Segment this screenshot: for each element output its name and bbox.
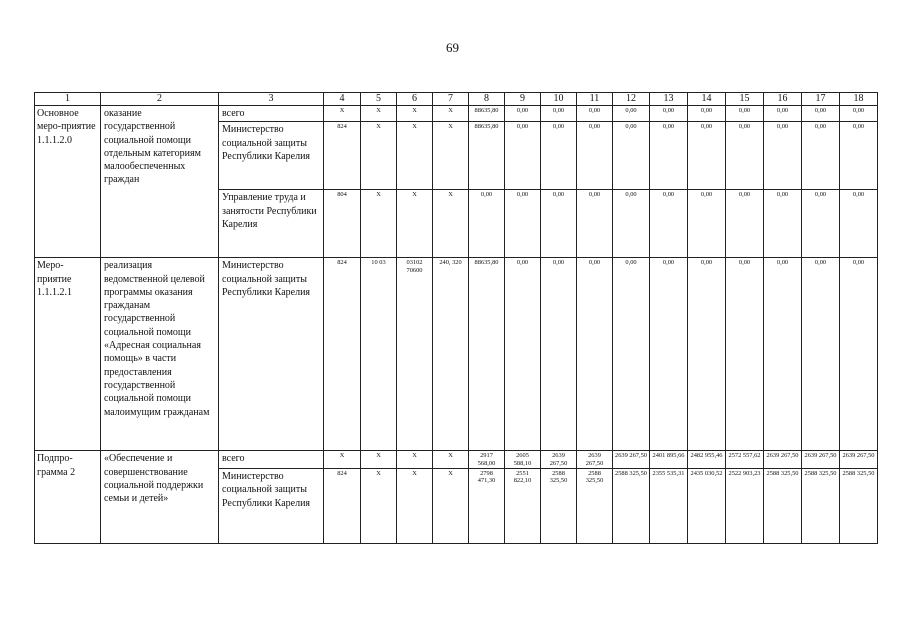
value-cell-col-7: X bbox=[433, 106, 469, 122]
value-cell-col-9: 0,00 bbox=[505, 190, 541, 258]
value-cell-col-10: 0,00 bbox=[541, 106, 577, 122]
measure-name-cell: «Обеспечение и совершенствование социальной поддержки семьи и детей» bbox=[101, 451, 219, 544]
value-cell-col-18: 0,00 bbox=[840, 190, 878, 258]
value-cell-col-6: X bbox=[397, 122, 433, 190]
value-cell-col-4: 824 bbox=[324, 469, 361, 544]
value-cell-col-13: 0,00 bbox=[650, 258, 688, 451]
value-cell-col-7: X bbox=[433, 451, 469, 469]
measure-code-cell: Подпро-грамма 2 bbox=[35, 451, 101, 544]
value-cell-col-7: X bbox=[433, 469, 469, 544]
measure-name-cell: реализация ведомственной целевой программы оказания гражданам государственной социальной помощи «Адресная социальная помощь» в части предоставления государственной социальной помощи малоимущим гражданам bbox=[101, 258, 219, 451]
value-cell-col-8: 0,00 bbox=[469, 190, 505, 258]
header-cell-3: 3 bbox=[219, 93, 324, 106]
value-cell-col-16: 0,00 bbox=[764, 122, 802, 190]
value-cell-col-9: 2551 822,10 bbox=[505, 469, 541, 544]
value-cell-col-16: 2588 325,50 bbox=[764, 469, 802, 544]
value-cell-col-12: 2639 267,50 bbox=[613, 451, 650, 469]
value-cell-col-17: 0,00 bbox=[802, 258, 840, 451]
value-cell-col-15: 0,00 bbox=[726, 258, 764, 451]
value-cell-col-6: X bbox=[397, 469, 433, 544]
value-cell-col-7: 240, 320 bbox=[433, 258, 469, 451]
value-cell-col-17: 0,00 bbox=[802, 106, 840, 122]
value-cell-col-9: 0,00 bbox=[505, 122, 541, 190]
executor-cell: Министерство социальной защиты Республики Карелия bbox=[219, 258, 324, 451]
value-cell-col-5: 10 03 bbox=[361, 258, 397, 451]
value-cell-col-15: 2522 903,23 bbox=[726, 469, 764, 544]
value-cell-col-8: 88635,80 bbox=[469, 106, 505, 122]
header-cell-9: 9 bbox=[505, 93, 541, 106]
value-cell-col-18: 2588 325,50 bbox=[840, 469, 878, 544]
header-cell-2: 2 bbox=[101, 93, 219, 106]
value-cell-col-6: X bbox=[397, 190, 433, 258]
header-cell-16: 16 bbox=[764, 93, 802, 106]
value-cell-col-16: 0,00 bbox=[764, 106, 802, 122]
value-cell-col-11: 2639 267,50 bbox=[577, 451, 613, 469]
value-cell-col-8: 2917 568,00 bbox=[469, 451, 505, 469]
value-cell-col-8: 88635,80 bbox=[469, 122, 505, 190]
value-cell-col-7: X bbox=[433, 122, 469, 190]
value-cell-col-15: 0,00 bbox=[726, 190, 764, 258]
value-cell-col-6: X bbox=[397, 451, 433, 469]
measure-code-cell: Основное меро-приятие 1.1.1.2.0 bbox=[35, 106, 101, 258]
value-cell-col-16: 0,00 bbox=[764, 258, 802, 451]
table-row bbox=[35, 258, 878, 451]
value-cell-col-10: 2588 325,50 bbox=[541, 469, 577, 544]
value-cell-col-11: 0,00 bbox=[577, 122, 613, 190]
value-cell-col-10: 0,00 bbox=[541, 122, 577, 190]
value-cell-col-5: X bbox=[361, 122, 397, 190]
value-cell-col-16: 0,00 bbox=[764, 190, 802, 258]
measure-code-cell: Меро-приятие 1.1.1.2.1 bbox=[35, 258, 101, 451]
value-cell-col-9: 0,00 bbox=[505, 258, 541, 451]
value-cell-col-12: 0,00 bbox=[613, 258, 650, 451]
page-number: 69 bbox=[446, 40, 459, 55]
executor-cell: всего bbox=[219, 451, 324, 469]
value-cell-col-17: 0,00 bbox=[802, 122, 840, 190]
value-cell-col-14: 2435 030,52 bbox=[688, 469, 726, 544]
value-cell-col-18: 0,00 bbox=[840, 258, 878, 451]
value-cell-col-4: X bbox=[324, 451, 361, 469]
value-cell-col-14: 0,00 bbox=[688, 106, 726, 122]
executor-cell: всего bbox=[219, 106, 324, 122]
value-cell-col-17: 2588 325,50 bbox=[802, 469, 840, 544]
value-cell-col-14: 0,00 bbox=[688, 122, 726, 190]
value-cell-col-11: 0,00 bbox=[577, 190, 613, 258]
header-cell-7: 7 bbox=[433, 93, 469, 106]
budget-table bbox=[34, 92, 878, 544]
value-cell-col-5: X bbox=[361, 469, 397, 544]
value-cell-col-18: 0,00 bbox=[840, 122, 878, 190]
value-cell-col-11: 0,00 bbox=[577, 106, 613, 122]
measure-name-cell: оказание государственной социальной помощи отдельным категориям малообеспеченных граждан bbox=[101, 106, 219, 258]
header-cell-1: 1 bbox=[35, 93, 101, 106]
value-cell-col-8: 88635,80 bbox=[469, 258, 505, 451]
value-cell-col-11: 2588 325,50 bbox=[577, 469, 613, 544]
value-cell-col-15: 0,00 bbox=[726, 106, 764, 122]
header-row bbox=[35, 93, 878, 106]
value-cell-col-14: 0,00 bbox=[688, 258, 726, 451]
header-cell-17: 17 bbox=[802, 93, 840, 106]
value-cell-col-10: 2639 267,50 bbox=[541, 451, 577, 469]
executor-cell: Управление труда и занятости Республики Карелия bbox=[219, 190, 324, 258]
value-cell-col-12: 0,00 bbox=[613, 190, 650, 258]
value-cell-col-6: 03102 70600 bbox=[397, 258, 433, 451]
value-cell-col-13: 0,00 bbox=[650, 106, 688, 122]
header-cell-8: 8 bbox=[469, 93, 505, 106]
value-cell-col-13: 0,00 bbox=[650, 122, 688, 190]
value-cell-col-9: 2605 588,10 bbox=[505, 451, 541, 469]
executor-cell: Министерство социальной защиты Республики Карелия bbox=[219, 469, 324, 544]
value-cell-col-13: 2355 535,31 bbox=[650, 469, 688, 544]
header-cell-11: 11 bbox=[577, 93, 613, 106]
value-cell-col-5: X bbox=[361, 451, 397, 469]
value-cell-col-14: 2482 955,46 bbox=[688, 451, 726, 469]
value-cell-col-18: 2639 267,50 bbox=[840, 451, 878, 469]
executor-cell: Министерство социальной защиты Республики Карелия bbox=[219, 122, 324, 190]
header-cell-4: 4 bbox=[324, 93, 361, 106]
value-cell-col-7: X bbox=[433, 190, 469, 258]
value-cell-col-10: 0,00 bbox=[541, 258, 577, 451]
value-cell-col-12: 2588 325,50 bbox=[613, 469, 650, 544]
header-cell-6: 6 bbox=[397, 93, 433, 106]
value-cell-col-13: 2401 895,66 bbox=[650, 451, 688, 469]
value-cell-col-16: 2639 267,50 bbox=[764, 451, 802, 469]
value-cell-col-8: 2798 471,30 bbox=[469, 469, 505, 544]
value-cell-col-13: 0,00 bbox=[650, 190, 688, 258]
value-cell-col-6: X bbox=[397, 106, 433, 122]
value-cell-col-4: 824 bbox=[324, 258, 361, 451]
value-cell-col-18: 0,00 bbox=[840, 106, 878, 122]
value-cell-col-4: 824 bbox=[324, 122, 361, 190]
value-cell-col-17: 2639 267,50 bbox=[802, 451, 840, 469]
header-cell-13: 13 bbox=[650, 93, 688, 106]
header-cell-12: 12 bbox=[613, 93, 650, 106]
table-row bbox=[35, 451, 878, 469]
value-cell-col-11: 0,00 bbox=[577, 258, 613, 451]
header-cell-15: 15 bbox=[726, 93, 764, 106]
table-row bbox=[35, 106, 878, 122]
value-cell-col-10: 0,00 bbox=[541, 190, 577, 258]
value-cell-col-12: 0,00 bbox=[613, 122, 650, 190]
value-cell-col-14: 0,00 bbox=[688, 190, 726, 258]
budget-table-container bbox=[34, 92, 878, 544]
value-cell-col-9: 0,00 bbox=[505, 106, 541, 122]
value-cell-col-15: 2572 557,62 bbox=[726, 451, 764, 469]
value-cell-col-5: X bbox=[361, 190, 397, 258]
value-cell-col-4: 804 bbox=[324, 190, 361, 258]
value-cell-col-4: X bbox=[324, 106, 361, 122]
value-cell-col-15: 0,00 bbox=[726, 122, 764, 190]
header-cell-18: 18 bbox=[840, 93, 878, 106]
value-cell-col-17: 0,00 bbox=[802, 190, 840, 258]
header-cell-14: 14 bbox=[688, 93, 726, 106]
value-cell-col-12: 0,00 bbox=[613, 106, 650, 122]
value-cell-col-5: X bbox=[361, 106, 397, 122]
header-cell-5: 5 bbox=[361, 93, 397, 106]
header-cell-10: 10 bbox=[541, 93, 577, 106]
